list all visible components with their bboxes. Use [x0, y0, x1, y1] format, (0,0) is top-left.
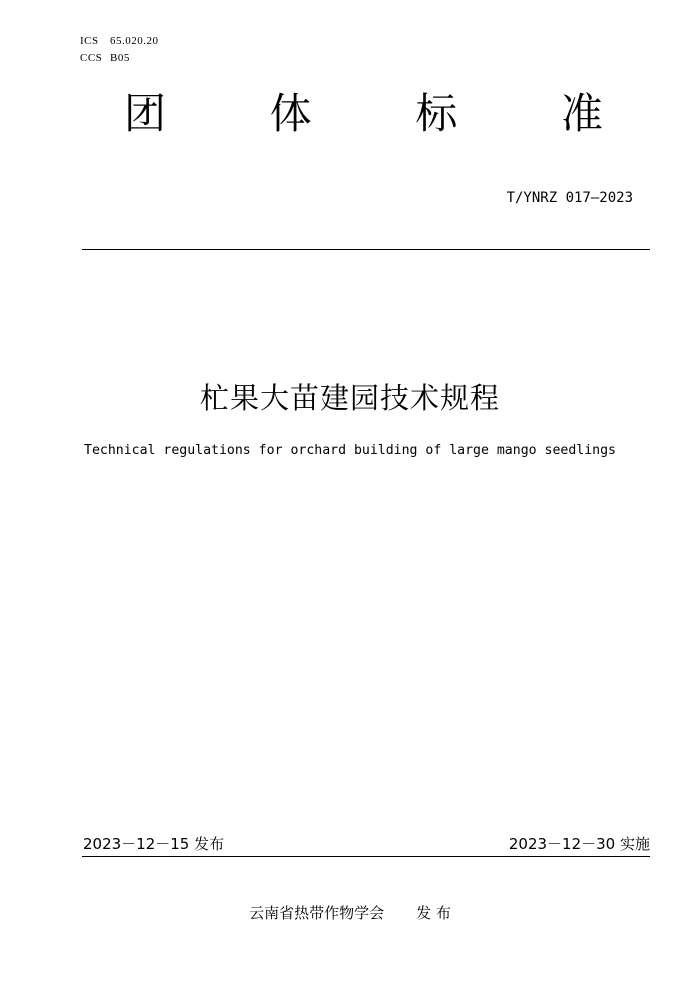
banner-char: 标 — [415, 89, 458, 138]
ics-line — [80, 35, 159, 47]
ccs-label: CCS — [80, 52, 103, 64]
ics-value: 65.020.20 — [110, 35, 159, 47]
banner-char: 团 — [124, 89, 167, 138]
ics-label: ICS — [80, 35, 99, 47]
publisher-organization: 云南省热带作物学会 — [249, 904, 385, 922]
issue-date: 2023－12－15 发布 — [83, 835, 225, 853]
banner-char: 准 — [560, 89, 603, 138]
ccs-value: B05 — [110, 52, 130, 64]
title-english: Technical regulations for orchard building of large mango seedlings — [84, 443, 616, 458]
title-chinese: 杧果大苗建园技术规程 — [199, 381, 500, 415]
implementation-date: 2023－12－30 实施 — [508, 835, 650, 853]
standard-code: T/YNRZ 017—2023 — [506, 190, 633, 206]
top-divider — [82, 249, 650, 250]
ccs-line — [80, 52, 130, 64]
standard-type-banner — [80, 86, 645, 142]
publisher-action: 发 布 — [416, 904, 451, 922]
publisher-line — [0, 902, 700, 924]
banner-char: 体 — [269, 89, 312, 138]
bottom-divider — [82, 856, 650, 857]
